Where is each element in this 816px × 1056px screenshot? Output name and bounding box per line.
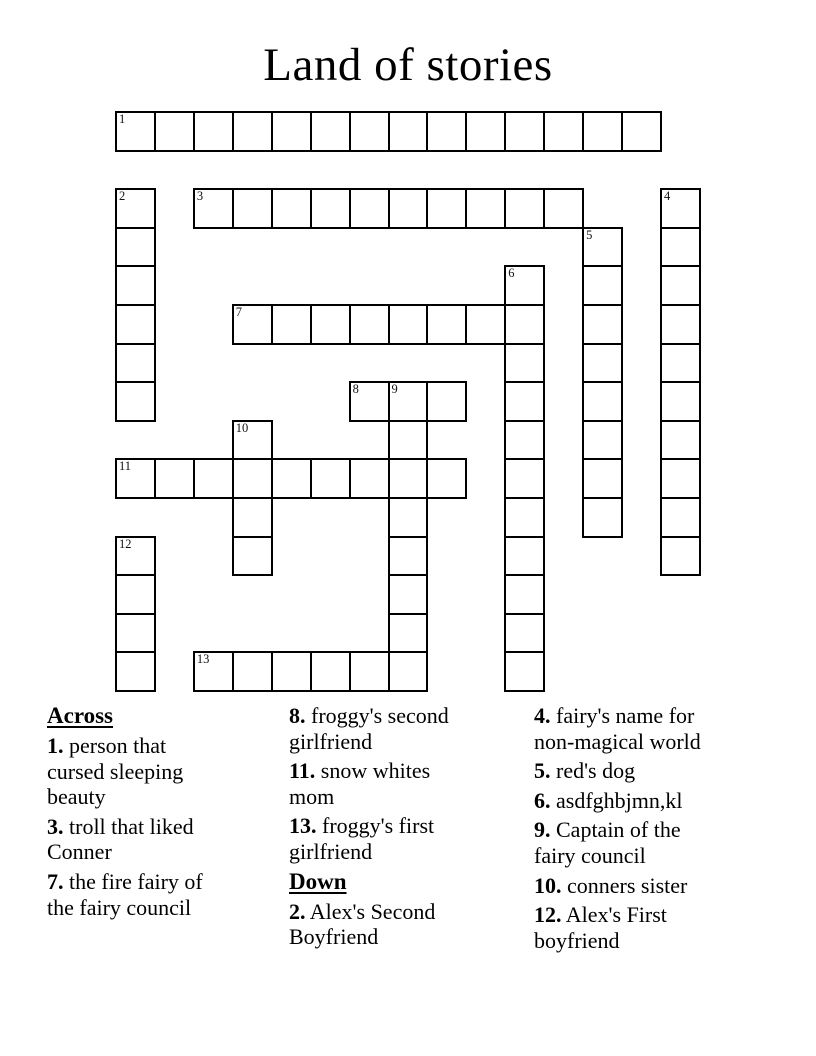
clue: 13. froggy's first girlfriend [289,813,435,864]
clue-number: 9. [534,817,551,843]
clue-column [47,703,265,924]
cell-number: 9 [391,382,398,397]
grid-cell[interactable] [504,651,545,692]
cell-number: 10 [235,420,249,435]
clue: 4. fairy's name for non-magical world [534,703,701,754]
grid-cell[interactable] [504,613,545,654]
clue: 6. asdfghbjmn,kl [534,787,683,813]
grid-cell[interactable] [232,536,273,577]
clue-number: 6. [534,787,551,813]
grid-cell[interactable] [193,111,234,152]
grid-cell[interactable] [504,265,545,306]
grid-cell[interactable] [582,381,623,422]
grid-cell[interactable] [232,458,273,499]
cell-number: 5 [586,227,593,242]
grid-cell[interactable] [426,188,467,229]
clue-list-heading: Down [289,868,347,894]
cell-number: 11 [119,459,132,474]
grid-cell[interactable] [582,497,623,538]
cell-number: 12 [119,536,132,551]
grid-cell[interactable] [582,265,623,306]
grid-cell[interactable] [504,497,545,538]
grid-cell[interactable] [504,574,545,615]
grid-cell[interactable] [193,458,234,499]
grid-cell[interactable] [660,265,701,306]
puzzle-title: Land of stories [263,39,553,91]
grid-cell[interactable] [660,497,701,538]
grid-cell[interactable] [426,458,467,499]
grid-cell[interactable] [426,111,467,152]
cell-number: 1 [119,112,126,126]
grid-cell[interactable] [310,458,351,499]
grid-cell[interactable] [660,381,701,422]
grid-cell[interactable] [349,111,390,152]
cell-number: 8 [352,382,359,397]
clue-number: 8. [289,703,306,728]
cell-number: 4 [664,189,671,204]
grid-cell[interactable] [582,304,623,345]
grid-cell[interactable] [660,420,701,461]
grid-cell[interactable] [660,304,701,345]
clue-number: 7. [47,868,64,894]
grid-cell[interactable] [543,188,584,229]
grid-cell[interactable] [582,227,623,268]
grid-cell[interactable] [115,458,156,499]
clue-column [289,703,507,954]
grid-cell[interactable] [115,188,156,229]
grid-cell[interactable] [388,613,429,654]
clue-column [534,703,752,957]
grid-cell[interactable] [388,574,429,615]
clue: 12. Alex's First boyfriend [534,902,667,953]
grid-cell[interactable] [115,265,156,306]
grid-cell[interactable] [310,188,351,229]
grid-cell[interactable] [388,304,429,345]
clue: 11. snow whites mom [289,758,431,809]
clue-number: 5. [534,758,551,784]
clue: 8. froggy's second girlfriend [289,703,449,754]
cell-number: 7 [235,305,243,319]
grid-cell[interactable] [504,381,545,422]
grid-cell[interactable] [349,188,390,229]
grid-cell[interactable] [660,343,701,384]
grid-cell[interactable] [504,304,545,345]
clue-list-heading: Across [47,703,114,728]
grid-cell[interactable] [504,111,545,152]
grid-cell[interactable] [115,651,156,692]
cell-number: 13 [196,652,210,667]
clue: 9. Captain of the fairy council [534,817,681,868]
grid-cell[interactable] [271,458,312,499]
cell-number: 6 [508,266,515,281]
grid-cell[interactable] [349,304,390,345]
grid-cell[interactable] [426,304,467,345]
grid-cell[interactable] [388,536,429,577]
grid-cell[interactable] [426,381,467,422]
clue: 10. conners sister [534,872,688,898]
clues-section [0,703,816,1056]
grid-cell[interactable] [115,613,156,654]
grid-cell[interactable] [115,343,156,384]
grid-cell[interactable] [388,111,429,152]
grid-cell[interactable] [271,111,312,152]
grid-cell[interactable] [271,188,312,229]
grid-cell[interactable] [504,420,545,461]
grid-cell[interactable] [310,111,351,152]
grid-cell[interactable] [349,458,390,499]
cell-number: 2 [119,189,126,204]
grid-cell[interactable] [115,536,156,577]
clue-number: 4. [534,703,551,728]
grid-cell[interactable] [504,458,545,499]
clue-number: 3. [47,813,64,839]
grid-cell[interactable] [388,458,429,499]
grid-cell[interactable] [582,420,623,461]
grid-cell[interactable] [232,651,273,692]
grid-cell[interactable] [388,651,429,692]
clue-number: 11. [289,758,316,784]
grid-cell[interactable] [154,111,195,152]
grid-cell[interactable] [621,111,662,152]
grid-cell[interactable] [504,188,545,229]
grid-cell[interactable] [465,188,506,229]
grid-cell[interactable] [504,536,545,577]
clue-number: 1. [47,733,64,758]
grid-cell[interactable] [115,381,156,422]
grid-cell[interactable] [232,420,273,461]
grid-cell[interactable] [349,651,390,692]
grid-cell[interactable] [504,343,545,384]
grid-cell[interactable] [232,188,273,229]
grid-cell[interactable] [465,111,506,152]
grid-cell[interactable] [193,188,234,229]
grid-cell[interactable] [232,497,273,538]
clue: 3. troll that liked Conner [47,813,194,865]
grid-cell[interactable] [660,188,701,229]
clue-number: 2. [289,898,306,924]
clue: 5. red's dog [534,758,636,784]
grid-cell[interactable] [388,381,429,422]
grid-cell[interactable] [154,458,195,499]
clue-number: 12. [534,902,562,928]
grid-cell[interactable] [582,458,623,499]
grid-cell[interactable] [115,304,156,345]
grid-cell[interactable] [465,304,506,345]
clue: 7. the fire fairy of the fairy council [47,868,203,920]
grid-cell[interactable] [310,651,351,692]
grid-cell[interactable] [115,111,156,152]
grid-cell[interactable] [388,420,429,461]
grid-cell[interactable] [388,188,429,229]
grid-cell[interactable] [193,651,234,692]
grid-cell[interactable] [310,304,351,345]
grid-cell[interactable] [582,111,623,152]
grid-cell[interactable] [388,497,429,538]
grid-cell[interactable] [543,111,584,152]
cell-number: 3 [196,189,204,204]
grid-cell[interactable] [660,458,701,499]
grid-cell[interactable] [271,651,312,692]
grid-cell[interactable] [660,536,701,577]
clue: 1. person that cursed sleeping beauty [47,733,184,810]
grid-cell[interactable] [115,227,156,268]
clue-number: 10. [534,872,562,898]
grid-cell[interactable] [349,381,390,422]
grid-cell[interactable] [271,304,312,345]
clue: 2. Alex's Second Boyfriend [289,898,436,950]
grid-cell[interactable] [582,343,623,384]
grid-cell[interactable] [115,574,156,615]
grid-cell[interactable] [232,111,273,152]
clue-number: 13. [289,813,317,839]
grid-cell[interactable] [660,227,701,268]
grid-cell[interactable] [232,304,273,345]
